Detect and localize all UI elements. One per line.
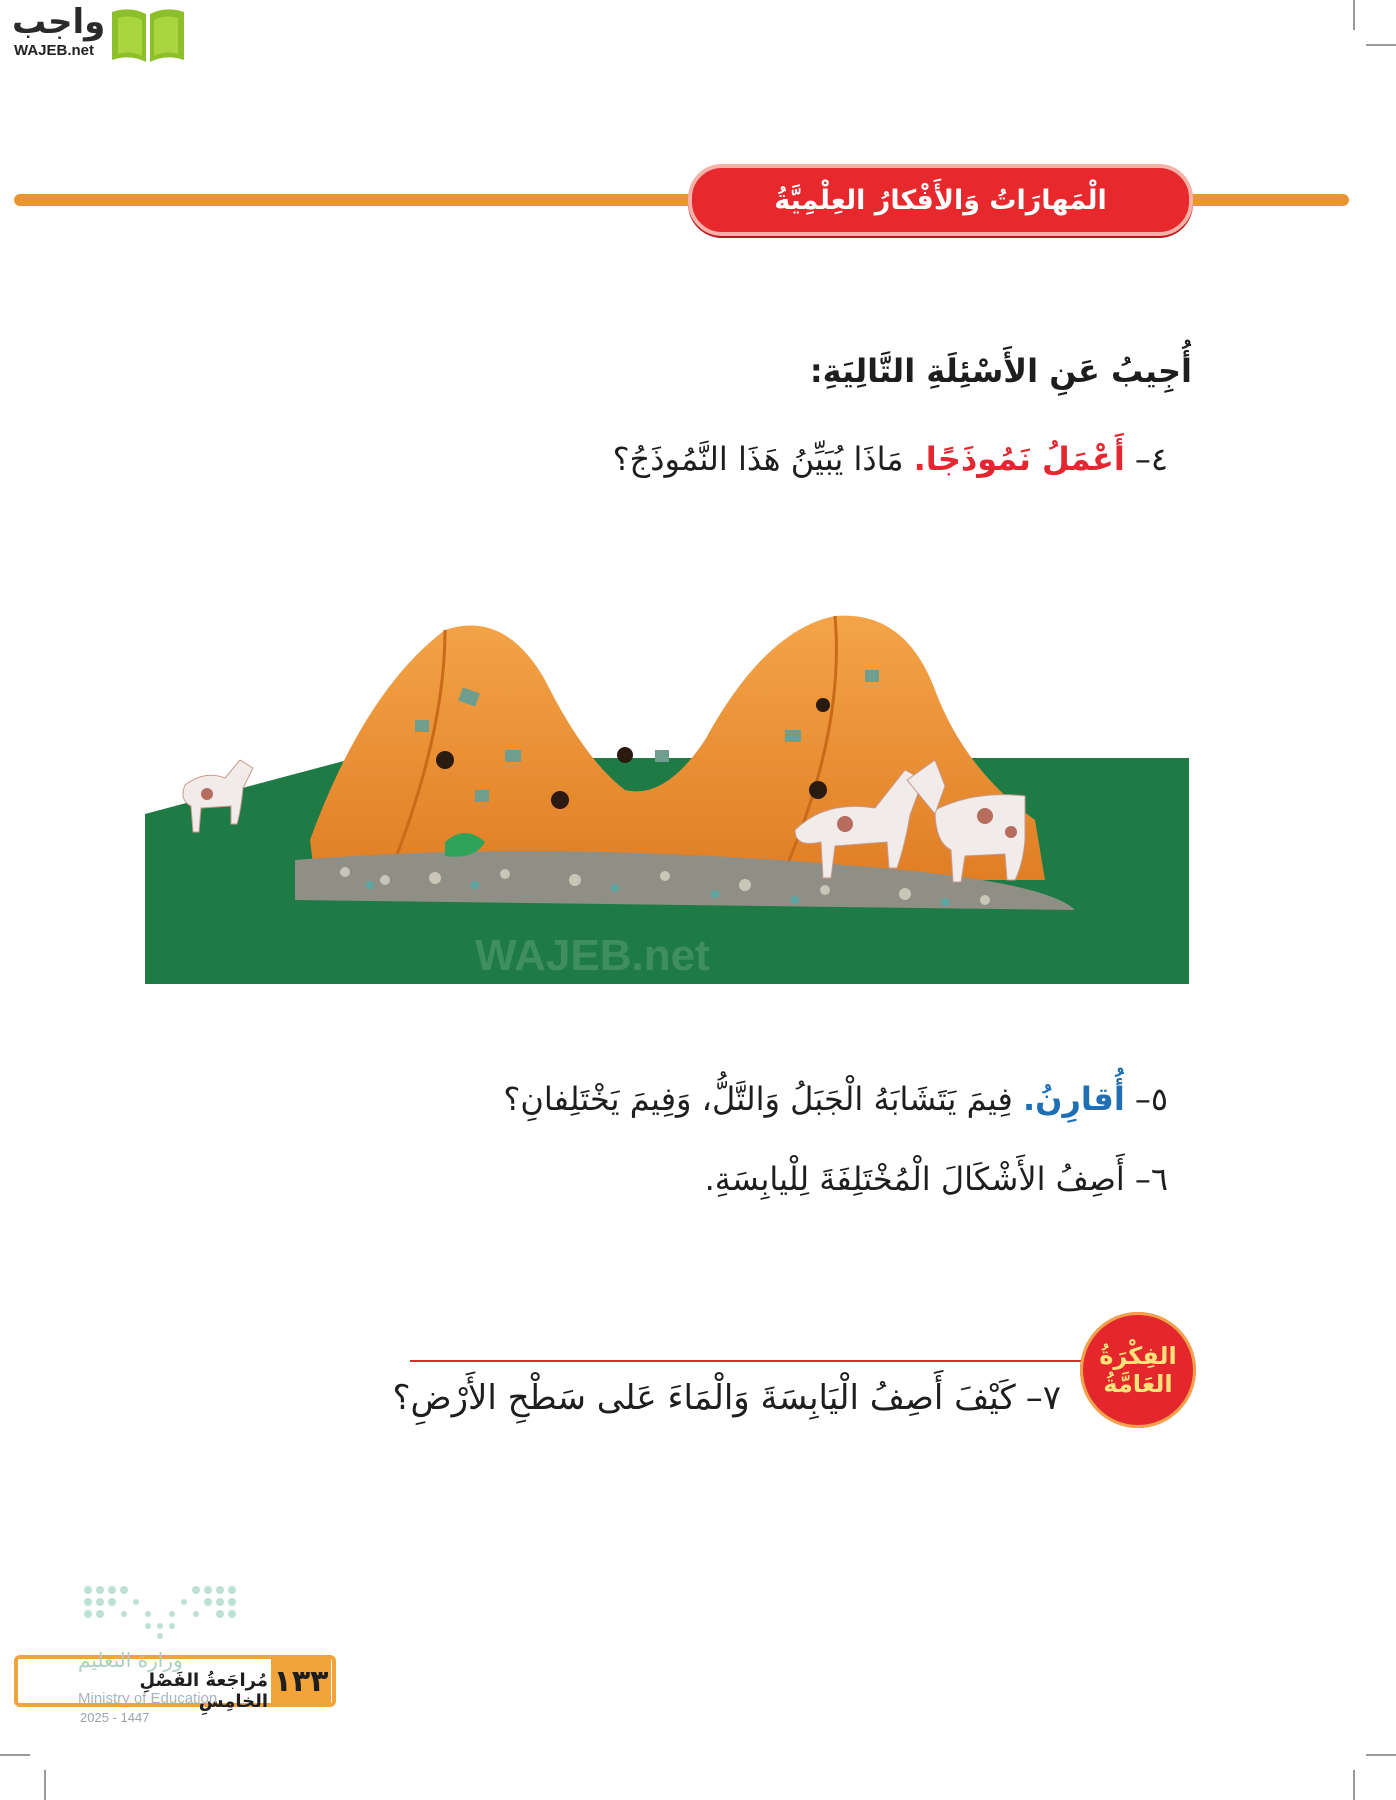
question-text: فِيمَ يَتَشَابَهُ الْجَبَلُ وَالتَّلُّ، وَفِيمَ يَخْتَلِفانِ؟ — [503, 1080, 1023, 1118]
edition-year: 2025 - 1447 — [80, 1710, 150, 1725]
logo-text-english: WAJEB.net — [14, 42, 95, 59]
question-text: أَصِفُ الأَشْكَالَ الْمُخْتَلِفَةَ لِلْيابِسَةِ. — [704, 1160, 1125, 1198]
crop-mark — [44, 1770, 46, 1800]
crop-mark — [1366, 1754, 1396, 1756]
badge-line-2: العَامَّةُ — [1103, 1370, 1173, 1398]
landform-model-photo — [145, 610, 1189, 984]
question-text: كَيْفَ أَصِفُ الْيَابِسَةَ وَالْمَاءَ عَلى سَطْحِ الأَرْضِ؟ — [392, 1378, 1016, 1418]
crop-mark — [1366, 44, 1396, 46]
badge-line-1: الفِكْرَةُ — [1099, 1342, 1177, 1370]
question-4 — [613, 440, 1168, 478]
crop-mark — [0, 1754, 30, 1756]
question-number: ٦– — [1134, 1160, 1168, 1198]
instructions-heading: أُجِيبُ عَنِ الأَسْئِلَةِ التَّالِيَةِ: — [809, 352, 1192, 390]
question-5 — [503, 1080, 1168, 1118]
photo-watermark: WAJEB.net — [475, 931, 710, 980]
ministry-name-arabic: وزارة التعليم — [78, 1648, 183, 1672]
question-7 — [392, 1378, 1061, 1418]
big-idea-badge — [1080, 1312, 1196, 1428]
section-title: الْمَهارَاتُ وَالأَفْكارُ العِلْمِيَّةُ — [774, 184, 1107, 216]
skill-label: أَعْمَلُ نَمُوذَجًا. — [913, 440, 1125, 478]
chapter-title: مُراجَعةُ الفَصْلِ الخامِسِ — [139, 1670, 268, 1712]
crop-mark — [1353, 1770, 1355, 1800]
question-number: ٥– — [1134, 1080, 1168, 1118]
skill-label: أُقارِنُ. — [1022, 1080, 1125, 1118]
question-number: ٤– — [1134, 440, 1168, 478]
section-header — [688, 164, 1193, 236]
question-6 — [705, 1160, 1168, 1198]
big-idea-rule — [410, 1360, 1090, 1362]
logo-text-arabic: واجب — [12, 2, 106, 42]
crop-mark — [1353, 0, 1355, 30]
ministry-name-english: Ministry of Education — [78, 1690, 218, 1707]
question-text: مَاذَا يُبَيِّنُ هَذَا النَّمُوذَجُ؟ — [612, 440, 914, 478]
ministry-logo-icon — [78, 1582, 248, 1642]
book-icon — [108, 4, 188, 66]
question-number: ٧– — [1025, 1378, 1061, 1418]
page-number: ١٣٣ — [271, 1659, 331, 1703]
